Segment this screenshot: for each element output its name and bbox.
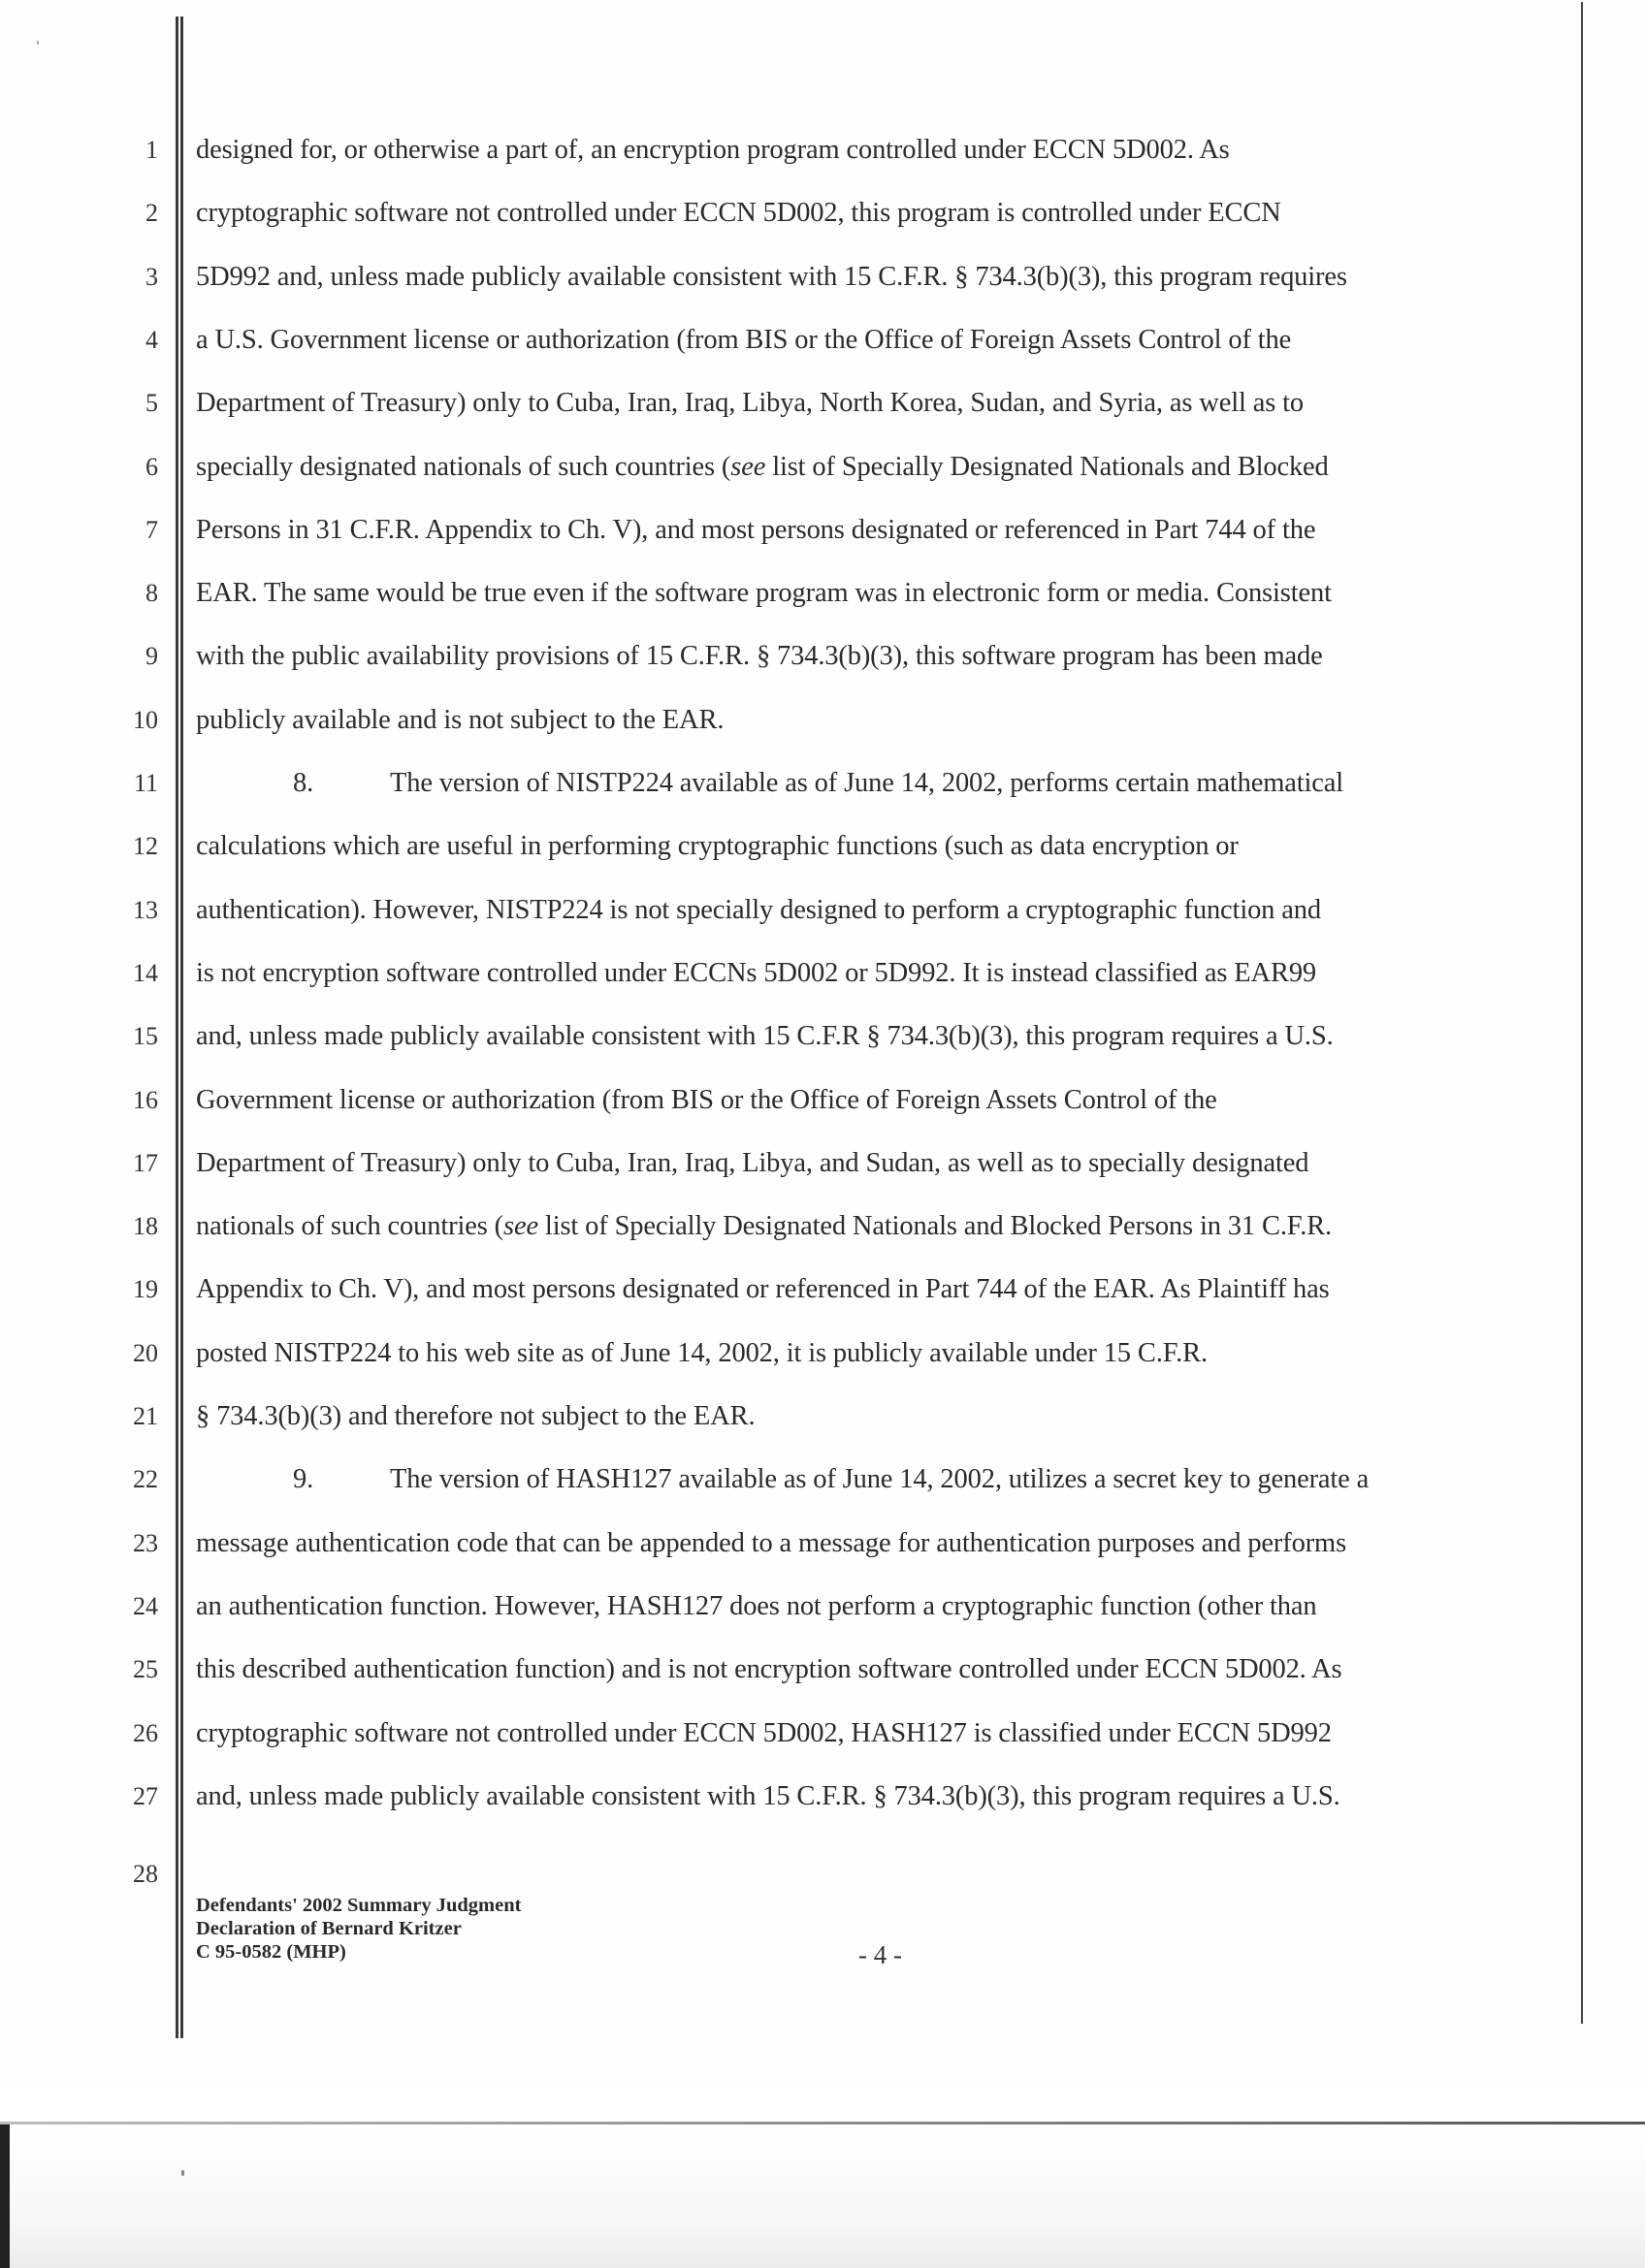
paragraph-number: 8.: [293, 768, 314, 798]
text-line: [196, 895, 1321, 926]
text-segment: cryptographic software not controlled under ECCN 5D002, this program is controlled under ECCN: [196, 198, 1281, 228]
line-number: 3: [145, 263, 158, 291]
text-segment: The version of HASH127 available as of June 14, 2002, utilizes a secret key to generate a: [390, 1464, 1370, 1494]
left-margin-rule-outer: [176, 16, 178, 2038]
footer-caption: [196, 1894, 521, 1964]
line-number: 26: [133, 1719, 158, 1747]
line-number: 20: [133, 1339, 158, 1367]
footer-title: Defendants' 2002 Summary Judgment: [196, 1895, 522, 1916]
right-margin-rule: [1581, 2, 1583, 2024]
text-line: [196, 1528, 1346, 1559]
text-segment: designed for, or otherwise a part of, an encryption program controlled under ECCN 5D002. As: [196, 135, 1230, 165]
line-number: 23: [133, 1529, 158, 1557]
text-line: [196, 1654, 1341, 1685]
line-number: 22: [133, 1465, 158, 1493]
text-segment: list of Specially Designated Nationals and Blocked Persons in 31 C.F.R.: [537, 1211, 1333, 1241]
text-segment: this described authentication function) and is not encryption software controlled under ECCN 5D002. As: [196, 1654, 1342, 1684]
text-segment: and, unless made publicly available consistent with 15 C.F.R. § 734.3(b)(3), this program requires a U.S.: [196, 1781, 1340, 1811]
text-segment: Department of Treasury) only to Cuba, Iran, Iraq, Libya, North Korea, Sudan, and Syria, as well as to: [196, 388, 1304, 418]
footer-case-number: C 95-0582 (MHP): [196, 1941, 346, 1963]
text-line: [196, 325, 1291, 356]
text-segment: posted NISTP224 to his web site as of June 14, 2002, it is publicly available under 15 C.F.R.: [196, 1338, 1208, 1368]
text-line: [196, 1338, 1208, 1369]
text-line: [196, 958, 1316, 989]
line-number: 2: [145, 199, 158, 227]
line-number: 18: [133, 1212, 158, 1240]
paragraph-number: 9.: [293, 1464, 314, 1494]
text-line: [196, 1148, 1308, 1179]
line-number: 13: [133, 896, 158, 924]
text-line: [196, 388, 1304, 419]
line-number: 5: [145, 389, 158, 417]
scan-speck: [37, 41, 39, 45]
scan-edge-shadow: [0, 2124, 10, 2268]
text-segment: cryptographic software not controlled under ECCN 5D002, HASH127 is classified under ECCN 5D992: [196, 1718, 1332, 1748]
text-segment: an authentication function. However, HASH127 does not perform a cryptographic function (other than: [196, 1591, 1317, 1621]
line-number: 17: [133, 1149, 158, 1177]
line-number: 14: [133, 959, 158, 987]
text-segment: The version of NISTP224 available as of June 14, 2002, performs certain mathematical: [390, 768, 1344, 798]
line-number: 7: [145, 516, 158, 544]
text-segment: list of Specially Designated Nationals and Blocked: [765, 452, 1329, 482]
text-segment: a U.S. Government license or authorization (from BIS or the Office of Foreign Assets Control of the: [196, 325, 1292, 355]
text-line: [196, 1401, 755, 1432]
text-line: [196, 1274, 1330, 1305]
line-number-28: 28: [133, 1860, 158, 1888]
text-line: [196, 1591, 1316, 1622]
text-segment: Government license or authorization (from BIS or the Office of Foreign Assets Control of the: [196, 1085, 1217, 1115]
line-number: 15: [133, 1022, 158, 1050]
line-number: 8: [145, 579, 158, 607]
line-number: 4: [145, 326, 158, 354]
text-segment: publicly available and is not subject to the EAR.: [196, 705, 725, 735]
text-line: [196, 1718, 1332, 1749]
text-segment: Appendix to Ch. V), and most persons designated or referenced in Part 744 of the EAR. As Plaintiff has: [196, 1274, 1330, 1304]
line-number: 19: [133, 1275, 158, 1303]
line-number: 1: [145, 136, 158, 164]
line-number: 27: [133, 1782, 158, 1810]
text-segment: calculations which are useful in performing cryptographic functions (such as data encryption or: [196, 831, 1239, 861]
line-number: 10: [133, 706, 158, 734]
line-number: 12: [133, 832, 158, 860]
line-number: 11: [133, 769, 158, 797]
text-line: [196, 578, 1332, 609]
text-segment: 5D992 and, unless made publicly available consistent with 15 C.F.R. § 734.3(b)(3), this program requires: [196, 262, 1347, 292]
text-line: [196, 1464, 1369, 1495]
line-number: 25: [133, 1655, 158, 1683]
text-line: [196, 198, 1281, 229]
text-line: [196, 1021, 1334, 1052]
line-number: 9: [145, 642, 158, 670]
text-segment: authentication). However, NISTP224 is not specially designed to perform a cryptographic function and: [196, 895, 1321, 925]
text-segment: is not encryption software controlled under ECCNs 5D002 or 5D992. It is instead classified as EAR99: [196, 958, 1317, 988]
text-segment: specially designated nationals of such countries (: [196, 452, 731, 482]
text-line: [196, 1211, 1332, 1242]
text-segment: § 734.3(b)(3) and therefore not subject to the EAR.: [196, 1401, 756, 1431]
page-number: - 4 -: [858, 1940, 902, 1969]
text-line: [196, 135, 1230, 166]
text-line: [196, 831, 1239, 862]
line-number: 24: [133, 1592, 158, 1620]
text-line: [196, 768, 1343, 799]
text-segment: and, unless made publicly available consistent with 15 C.F.R § 734.3(b)(3), this program requires a U.S.: [196, 1021, 1334, 1051]
scan-speck: [181, 2170, 184, 2176]
left-margin-rule-inner: [180, 16, 183, 2038]
text-line: [196, 515, 1315, 546]
text-segment: message authentication code that can be appended to a message for authentication purposes and performs: [196, 1528, 1347, 1558]
line-number: 21: [133, 1402, 158, 1430]
text-segment: Persons in 31 C.F.R. Appendix to Ch. V), and most persons designated or referenced in Part 744 of the: [196, 515, 1316, 545]
text-line: [196, 1781, 1340, 1812]
italic-citation-signal: see: [503, 1211, 538, 1241]
text-segment: Department of Treasury) only to Cuba, Iran, Iraq, Libya, and Sudan, as well as to specially designated: [196, 1148, 1309, 1178]
text-line: [196, 641, 1323, 672]
text-segment: nationals of such countries (: [196, 1211, 503, 1241]
footer-declarant: Declaration of Bernard Kritzer: [196, 1918, 462, 1939]
text-line: [196, 452, 1329, 483]
text-segment: with the public availability provisions of 15 C.F.R. § 734.3(b)(3), this software program has been made: [196, 641, 1323, 671]
text-line: [196, 1085, 1217, 1116]
line-number: 16: [133, 1086, 158, 1114]
italic-citation-signal: see: [730, 452, 766, 482]
text-line: [196, 705, 724, 736]
text-line: [196, 262, 1347, 293]
line-number: 6: [145, 453, 158, 481]
text-segment: EAR. The same would be true even if the software program was in electronic form or media. Consistent: [196, 578, 1332, 608]
scan-background: [0, 2124, 1645, 2268]
